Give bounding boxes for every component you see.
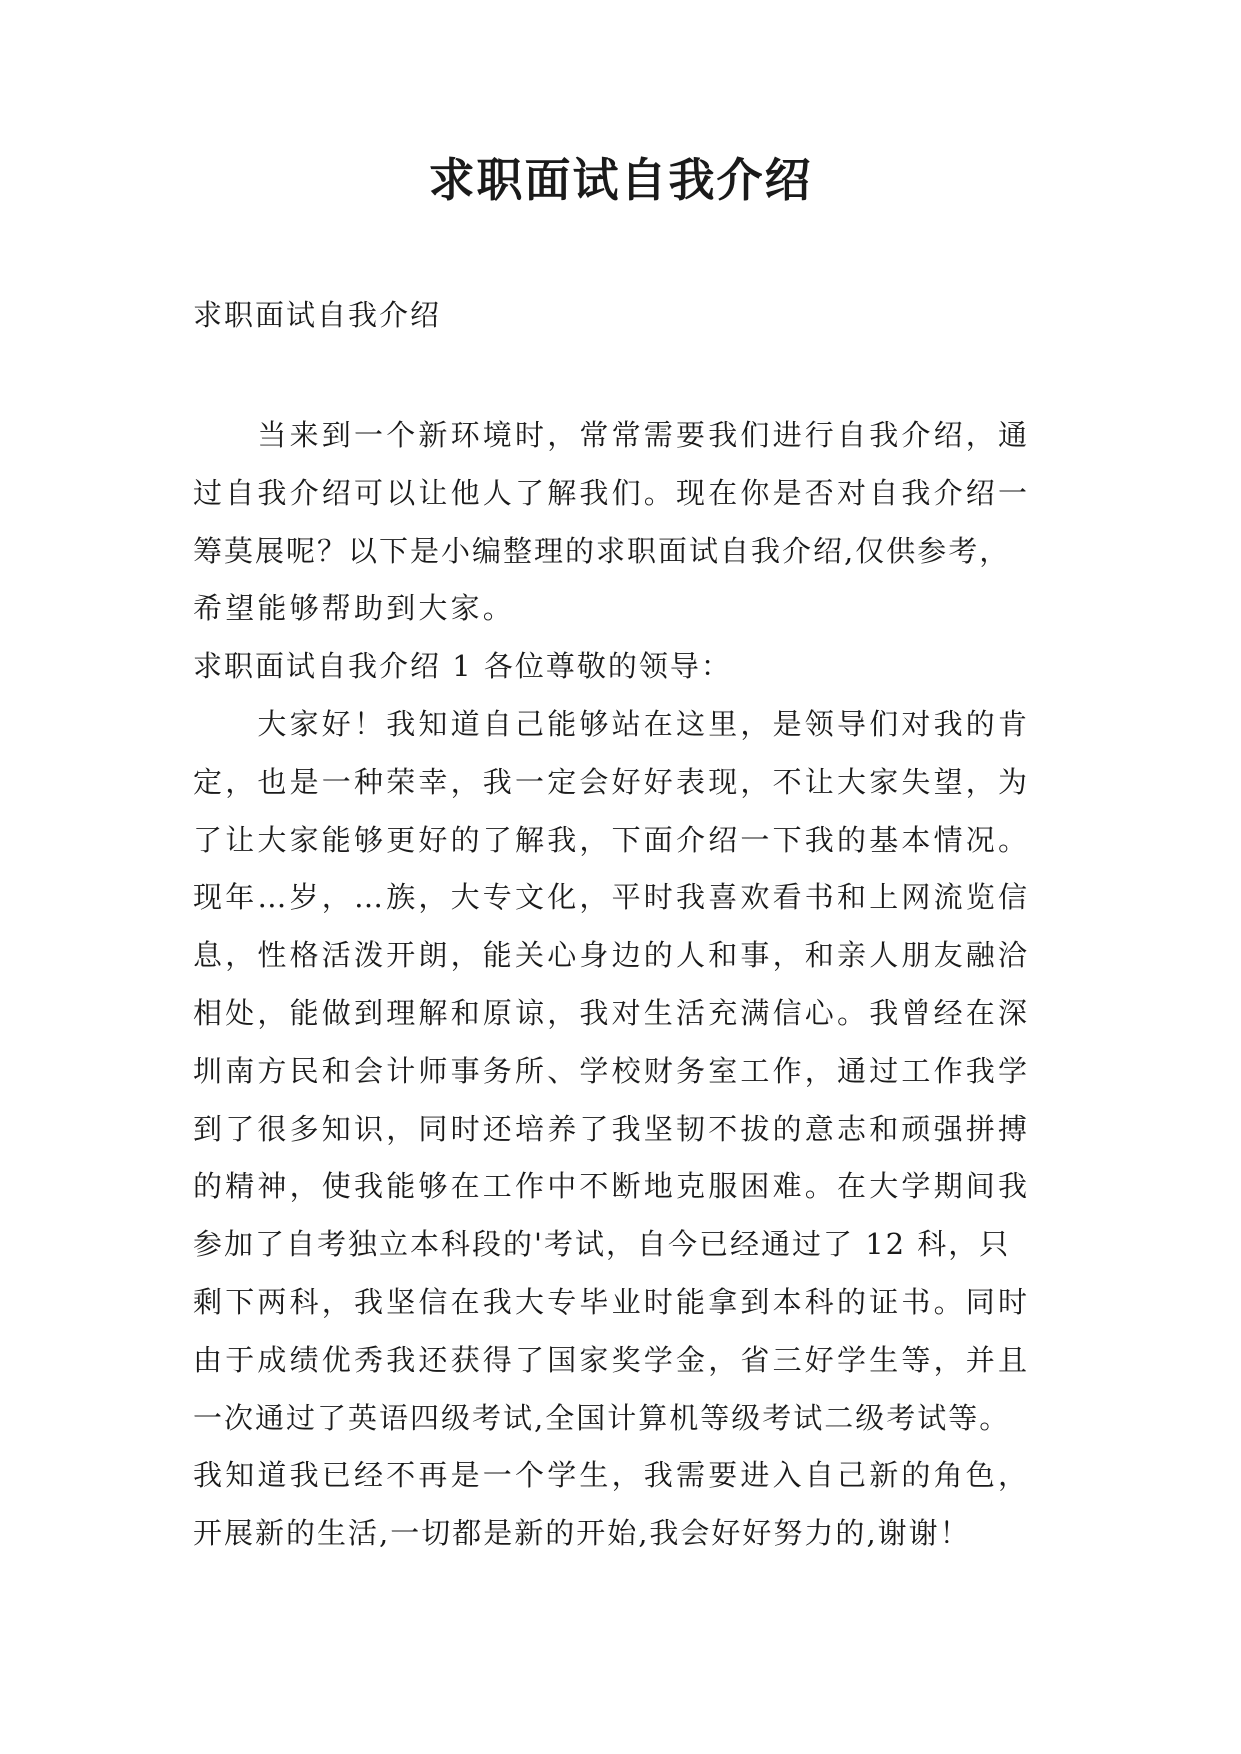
body-line: 现年…岁，…族，大专文化，平时我喜欢看书和上网流览信 — [193, 880, 1031, 915]
document-body — [193, 407, 1083, 1563]
body-line: 由于成绩优秀我还获得了国家奖学金，省三好学生等，并且 — [193, 1342, 1031, 1377]
body-line: 到了很多知识，同时还培养了我坚韧不拔的意志和顽强拼搏 — [193, 1111, 1031, 1146]
document-title: 求职面试自我介绍 — [428, 153, 813, 207]
body-line: 求职面试自我介绍 1 各位尊敬的领导： — [193, 649, 732, 684]
document-subtitle: 求职面试自我介绍 — [193, 298, 442, 332]
body-line: 大家好！我知道自己能够站在这里，是领导们对我的肯 — [193, 706, 1031, 741]
body-line: 筹莫展呢？以下是小编整理的求职面试自我介绍,仅供参考， — [193, 533, 1011, 568]
body-line: 圳南方民和会计师事务所、学校财务室工作，通过工作我学 — [193, 1053, 1031, 1088]
body-line: 剩下两科，我坚信在我大专毕业时能拿到本科的证书。同时 — [193, 1284, 1031, 1319]
body-line: 定，也是一种荣幸，我一定会好好表现，不让大家失望，为 — [193, 764, 1031, 799]
body-line: 我知道我已经不再是一个学生，我需要进入自己新的角色， — [193, 1458, 1031, 1493]
body-line: 参加了自考独立本科段的'考试，自今已经通过了 12 科，只 — [193, 1227, 1011, 1262]
body-line: 当来到一个新环境时，常常需要我们进行自我介绍，通 — [193, 418, 1031, 452]
body-line: 希望能够帮助到大家。 — [193, 591, 516, 626]
body-line: 的精神，使我能够在工作中不断地克服困难。在大学期间我 — [193, 1169, 1031, 1204]
body-line: 息，性格活泼开朗，能关心身边的人和事，和亲人朋友融洽 — [193, 938, 1031, 973]
body-line: 相处，能做到理解和原谅，我对生活充满信心。我曾经在深 — [193, 995, 1031, 1030]
body-line: 一次通过了英语四级考试,全国计算机等级考试二级考试等。 — [193, 1400, 1011, 1435]
body-line: 开展新的生活,一切都是新的开始,我会好好努力的,谢谢！ — [193, 1516, 971, 1551]
body-line: 过自我介绍可以让他人了解我们。现在你是否对自我介绍一 — [193, 475, 1031, 510]
body-line: 了让大家能够更好的了解我，下面介绍一下我的基本情况。 — [193, 822, 1031, 857]
